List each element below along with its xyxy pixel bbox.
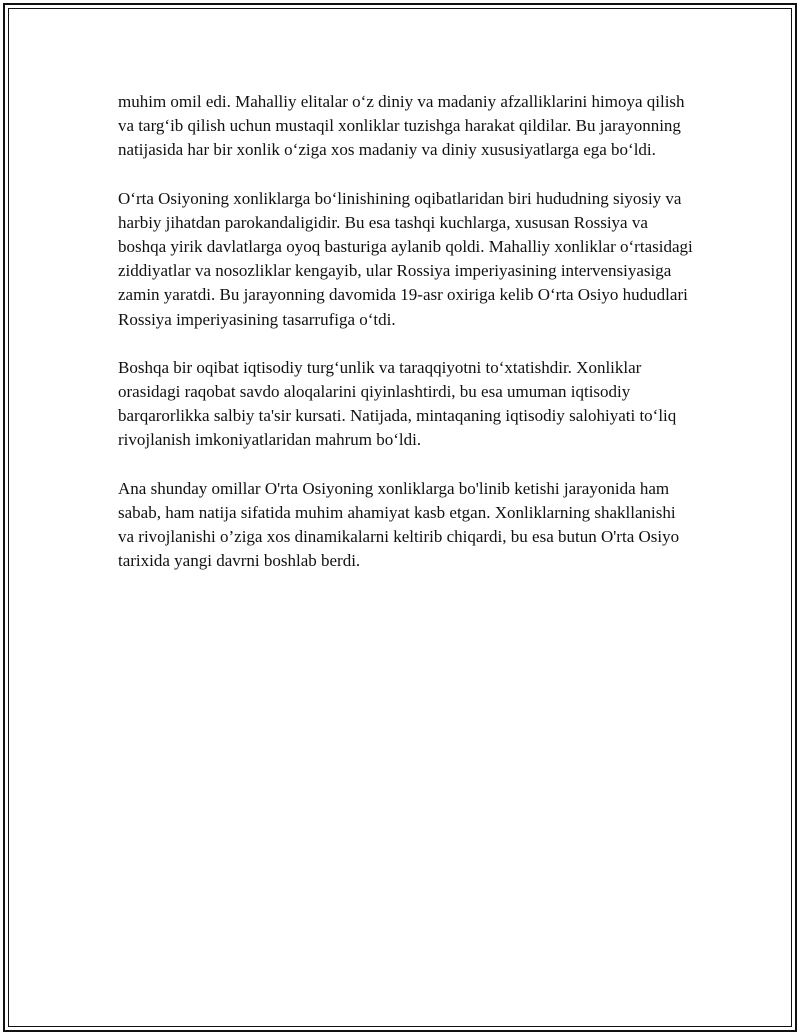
paragraph-2: O‘rta Osiyoning xonliklarga bo‘linishining oqibatlaridan biri hududning siyosiy va harbiy jihatdan parokandaligidir. Bu esa tashqi kuchlarga, xususan Rossiya va boshqa yirik davlatlarga oyoq basturiga aylanib qoldi. Mahalliy xonliklar o‘rtasidagi ziddiyatlar va nosozliklar kengayib, ular Rossiya imperiyasining intervensiyasiga zamin yaratdi. Bu jarayonning davomida 19-asr oxiriga kelib O‘rta Osiyo hududlari Rossiya imperiyasining tasarrufiga o‘tdi. — [118, 188, 693, 329]
paragraph-4: Ana shunday omillar O'rta Osiyoning xonliklarga bo'linib ketishi jarayonida ham sabab, ham natija sifatida muhim ahamiyat kasb etgan. Xonliklarning shakllanishi va rivojlanishi o’ziga xos dinamikalarni keltirib chiqardi, bu esa butun O'rta Osiyo tarixida yangi davrni boshlab berdi. — [118, 478, 680, 571]
document-body — [118, 90, 693, 597]
paragraph-3: Boshqa bir oqibat iqtisodiy turg‘unlik va taraqqiyotni to‘xtatishdir. Xonliklar orasidagi raqobat savdo aloqalarini qiyinlashtirdi, bu esa umuman iqtisodiy barqarorlikka salbiy ta'sir kursati. Natijada, mintaqaning iqtisodiy salohiyati to‘liq rivojlanish imkoniyatlaridan mahrum bo‘ldi. — [118, 357, 677, 450]
paragraph-1: muhim omil edi. Mahalliy elitalar o‘z diniy va madaniy afzalliklarini himoya qilish va targ‘ib qilish uchun mustaqil xonliklar tuzishga harakat qildilar. Bu jarayonning natijasida har bir xonlik o‘ziga xos madaniy va diniy xususiyatlarga ega bo‘ldi. — [118, 92, 685, 160]
